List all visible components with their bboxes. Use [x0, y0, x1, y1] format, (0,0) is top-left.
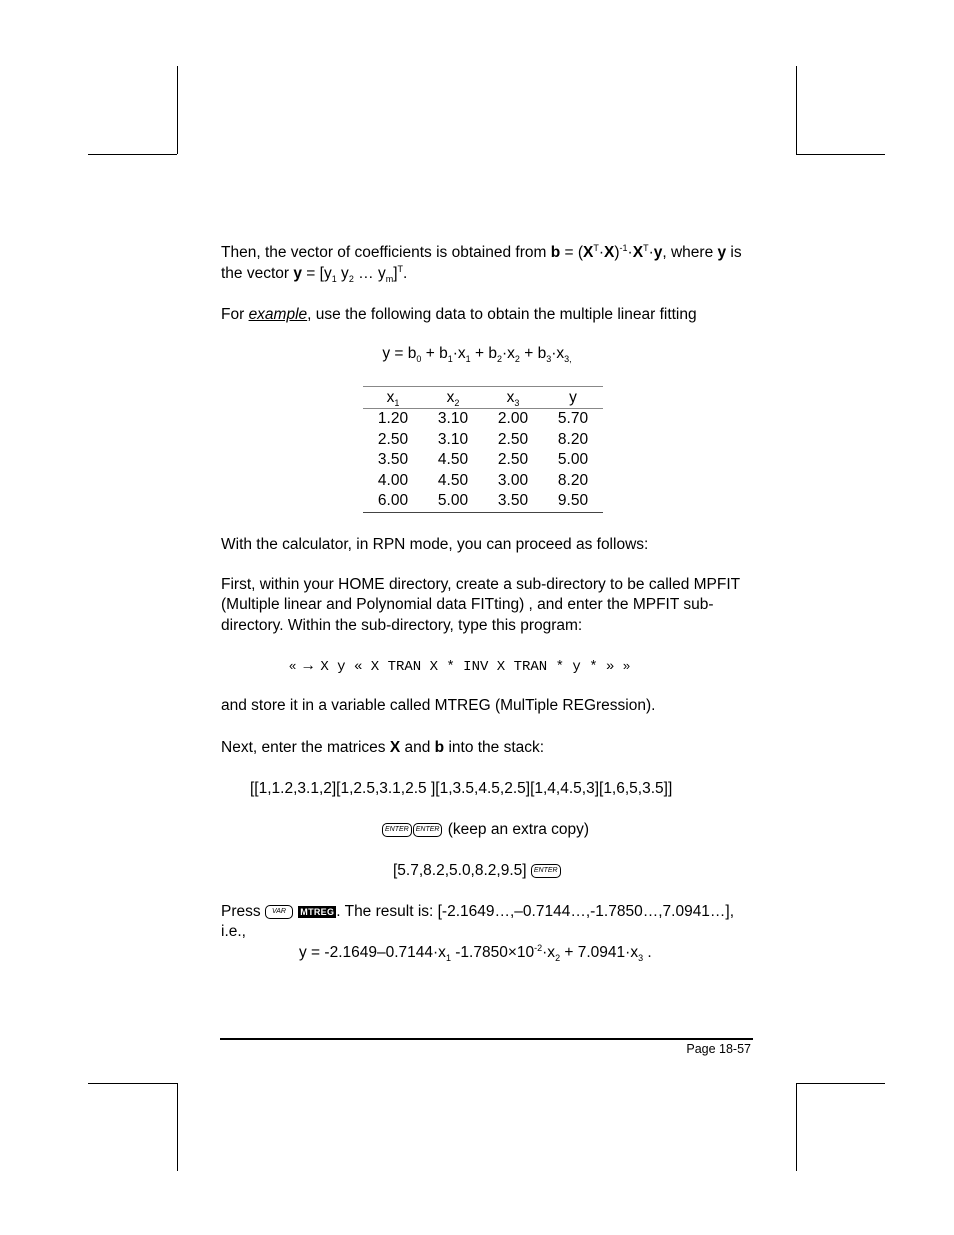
column-header	[363, 387, 423, 409]
text: is	[726, 244, 742, 261]
close-program-delimiter: »	[622, 658, 631, 673]
fitted-equation	[299, 942, 652, 963]
coefficients-paragraph-line1	[221, 242, 742, 263]
enter-keys-line	[382, 819, 589, 840]
table-cell: 3.50	[483, 491, 543, 512]
open-program-delimiter: «	[289, 658, 297, 673]
text: .	[643, 944, 652, 961]
example-emphasis: example	[248, 306, 308, 323]
dot: ·	[627, 244, 633, 261]
subdirectory-paragraph-line2: (Multiple linear and Polynomial data FITting) , and enter the MPFIT sub-	[221, 596, 714, 613]
vector-y: y	[653, 244, 663, 261]
text: x	[506, 388, 515, 406]
text: = [y	[302, 265, 332, 282]
table-cell: 3.10	[437, 430, 469, 448]
enter-key-icon: ENTER	[413, 823, 443, 837]
vector-b: b	[550, 244, 561, 261]
transpose: T	[643, 242, 649, 253]
matrix-x: X	[632, 244, 644, 261]
table-cell: 8.20	[557, 430, 589, 448]
text: and	[400, 739, 435, 756]
text: + 7.0941·x	[560, 944, 639, 961]
page-number: Page 18-57	[686, 1042, 751, 1056]
crop-mark-br-horizontal	[796, 1083, 885, 1084]
text: + b	[421, 345, 448, 362]
text: )	[614, 244, 620, 261]
table-cell: 6.00	[363, 491, 423, 512]
table-cell: 2.50	[377, 430, 409, 448]
text: ]	[393, 265, 398, 282]
program-body: X y « X TRAN X * INV X TRAN * y * »	[320, 659, 623, 675]
table-cell: 3.50	[377, 451, 409, 469]
text: [5.7,8.2,5.0,8.2,9.5]	[393, 862, 531, 879]
text: ·x	[551, 345, 565, 362]
subscript: 2	[514, 354, 520, 365]
table-cell: 5.00	[557, 451, 589, 469]
text: , use the following data to obtain the multiple linear fitting	[307, 306, 697, 323]
text: the vector	[221, 265, 294, 282]
var-key-icon: VAR	[265, 905, 293, 919]
table-cell: 5.00	[423, 491, 483, 512]
subscript: 0	[416, 354, 422, 365]
table-cell: 1.20	[377, 410, 409, 428]
result-paragraph-line2: i.e.,	[221, 923, 246, 940]
matrix-x: X	[604, 244, 615, 261]
text: into the stack:	[444, 739, 545, 756]
dot: ·	[648, 244, 654, 261]
table-cell: 4.50	[437, 451, 469, 469]
coefficients-paragraph-line2	[221, 263, 407, 284]
crop-mark-tr-vertical	[796, 66, 797, 154]
text: For	[221, 306, 249, 323]
subscript: 3	[546, 354, 552, 365]
text: y = b	[382, 345, 417, 362]
table-cell: 2.00	[497, 410, 529, 428]
text: y	[336, 265, 349, 282]
result-paragraph-line1	[221, 901, 734, 922]
table-cell: 4.50	[437, 471, 469, 489]
keep-copy-note: (keep an extra copy)	[443, 821, 590, 838]
footer-rule	[220, 1038, 753, 1040]
inverse-exponent: -1	[619, 242, 628, 253]
regression-model-equation	[0, 345, 954, 363]
subscript: 3,	[564, 354, 572, 365]
vector-b-entry	[393, 860, 562, 881]
transpose: T	[593, 242, 599, 253]
text: Then, the vector of coefficients is obtained from	[221, 244, 551, 261]
table-cell: 3.10	[437, 410, 469, 428]
text: y	[569, 388, 577, 406]
text: + b	[519, 345, 547, 362]
table-cell: 2.50	[497, 430, 529, 448]
crop-mark-br-vertical	[796, 1083, 797, 1171]
enter-key-icon: ENTER	[382, 823, 412, 837]
text: = (	[560, 244, 583, 261]
subscript: 2	[555, 953, 561, 964]
subscript: 1	[445, 953, 451, 964]
crop-mark-tl-horizontal	[88, 154, 177, 155]
text: ·x	[542, 944, 556, 961]
subscript: 2	[348, 274, 354, 285]
vector-b: b	[434, 739, 445, 756]
text: . The result is: [-2.1649…,–0.7144…,-1.7850…,7.0941…],	[336, 903, 735, 920]
text: -1.7850×10	[450, 944, 535, 961]
rpn-mode-paragraph: With the calculator, in RPN mode, you can proceed as follows:	[221, 536, 649, 553]
text: ·x	[452, 345, 466, 362]
crop-mark-bl-horizontal	[88, 1083, 177, 1084]
table-row	[363, 471, 603, 492]
subscript: 1	[465, 354, 471, 365]
dot: ·	[598, 244, 605, 261]
table-row	[363, 491, 603, 512]
text: … y	[353, 265, 386, 282]
matrix-x: X	[389, 739, 401, 756]
text: , where	[662, 244, 718, 261]
exponent: -2	[534, 942, 543, 953]
subscript: 1	[331, 274, 337, 285]
program-code	[289, 655, 630, 678]
subdirectory-paragraph-line3: directory. Within the sub-directory, type this program:	[221, 617, 583, 634]
enter-matrices-paragraph	[221, 737, 544, 758]
subscript: 2	[496, 354, 502, 365]
crop-mark-bl-vertical	[177, 1083, 178, 1171]
mtreg-softkey-icon: MTREG	[300, 906, 335, 917]
vector-y: y	[717, 244, 727, 261]
text: x	[446, 388, 455, 406]
text: y = -2.1649–0.7144·x	[299, 944, 446, 961]
store-variable-paragraph: and store it in a variable called MTREG (MulTiple REGression).	[221, 697, 656, 714]
text: + b	[470, 345, 497, 362]
column-header	[543, 387, 603, 409]
text: .	[403, 265, 408, 282]
table-cell: 5.70	[557, 410, 589, 428]
subscript: 1	[447, 354, 453, 365]
matrix-x: X	[583, 244, 594, 261]
subscript: 3	[638, 953, 644, 964]
subscript: 1	[394, 397, 400, 408]
enter-key-icon: ENTER	[531, 864, 561, 878]
crop-mark-tl-vertical	[177, 66, 178, 154]
data-table	[363, 386, 603, 513]
crop-mark-tr-horizontal	[796, 154, 885, 155]
matrix-x-entry: [[1,1.2,3.1,2][1,2.5,3.1,2.5 ][1,3.5,4.5,2.5][1,4,4.5,3][1,6,5,3.5]]	[250, 780, 673, 797]
arrow-icon: →	[296, 657, 321, 674]
table-row	[363, 450, 603, 471]
text: x	[386, 388, 395, 406]
example-paragraph	[221, 304, 697, 325]
table-row	[363, 430, 603, 451]
text: ·x	[501, 345, 515, 362]
table-cell: 8.20	[557, 471, 589, 489]
table-cell: 9.50	[543, 491, 603, 512]
column-header	[483, 387, 543, 409]
table-cell: 2.50	[497, 451, 529, 469]
text: Press	[221, 903, 265, 920]
text: Next, enter the matrices	[221, 739, 390, 756]
subdirectory-paragraph-line1: First, within your HOME directory, create a sub-directory to be called MPFIT	[221, 576, 741, 593]
column-header	[423, 387, 483, 409]
subscript: 2	[454, 397, 460, 408]
table-cell: 4.00	[377, 471, 409, 489]
vector-y: y	[293, 265, 302, 282]
table-cell: 3.00	[497, 471, 529, 489]
transpose: T	[397, 263, 404, 274]
table-row	[363, 409, 603, 430]
subscript: m	[385, 274, 394, 285]
subscript: 3	[514, 397, 520, 408]
table-header-row	[363, 387, 603, 409]
